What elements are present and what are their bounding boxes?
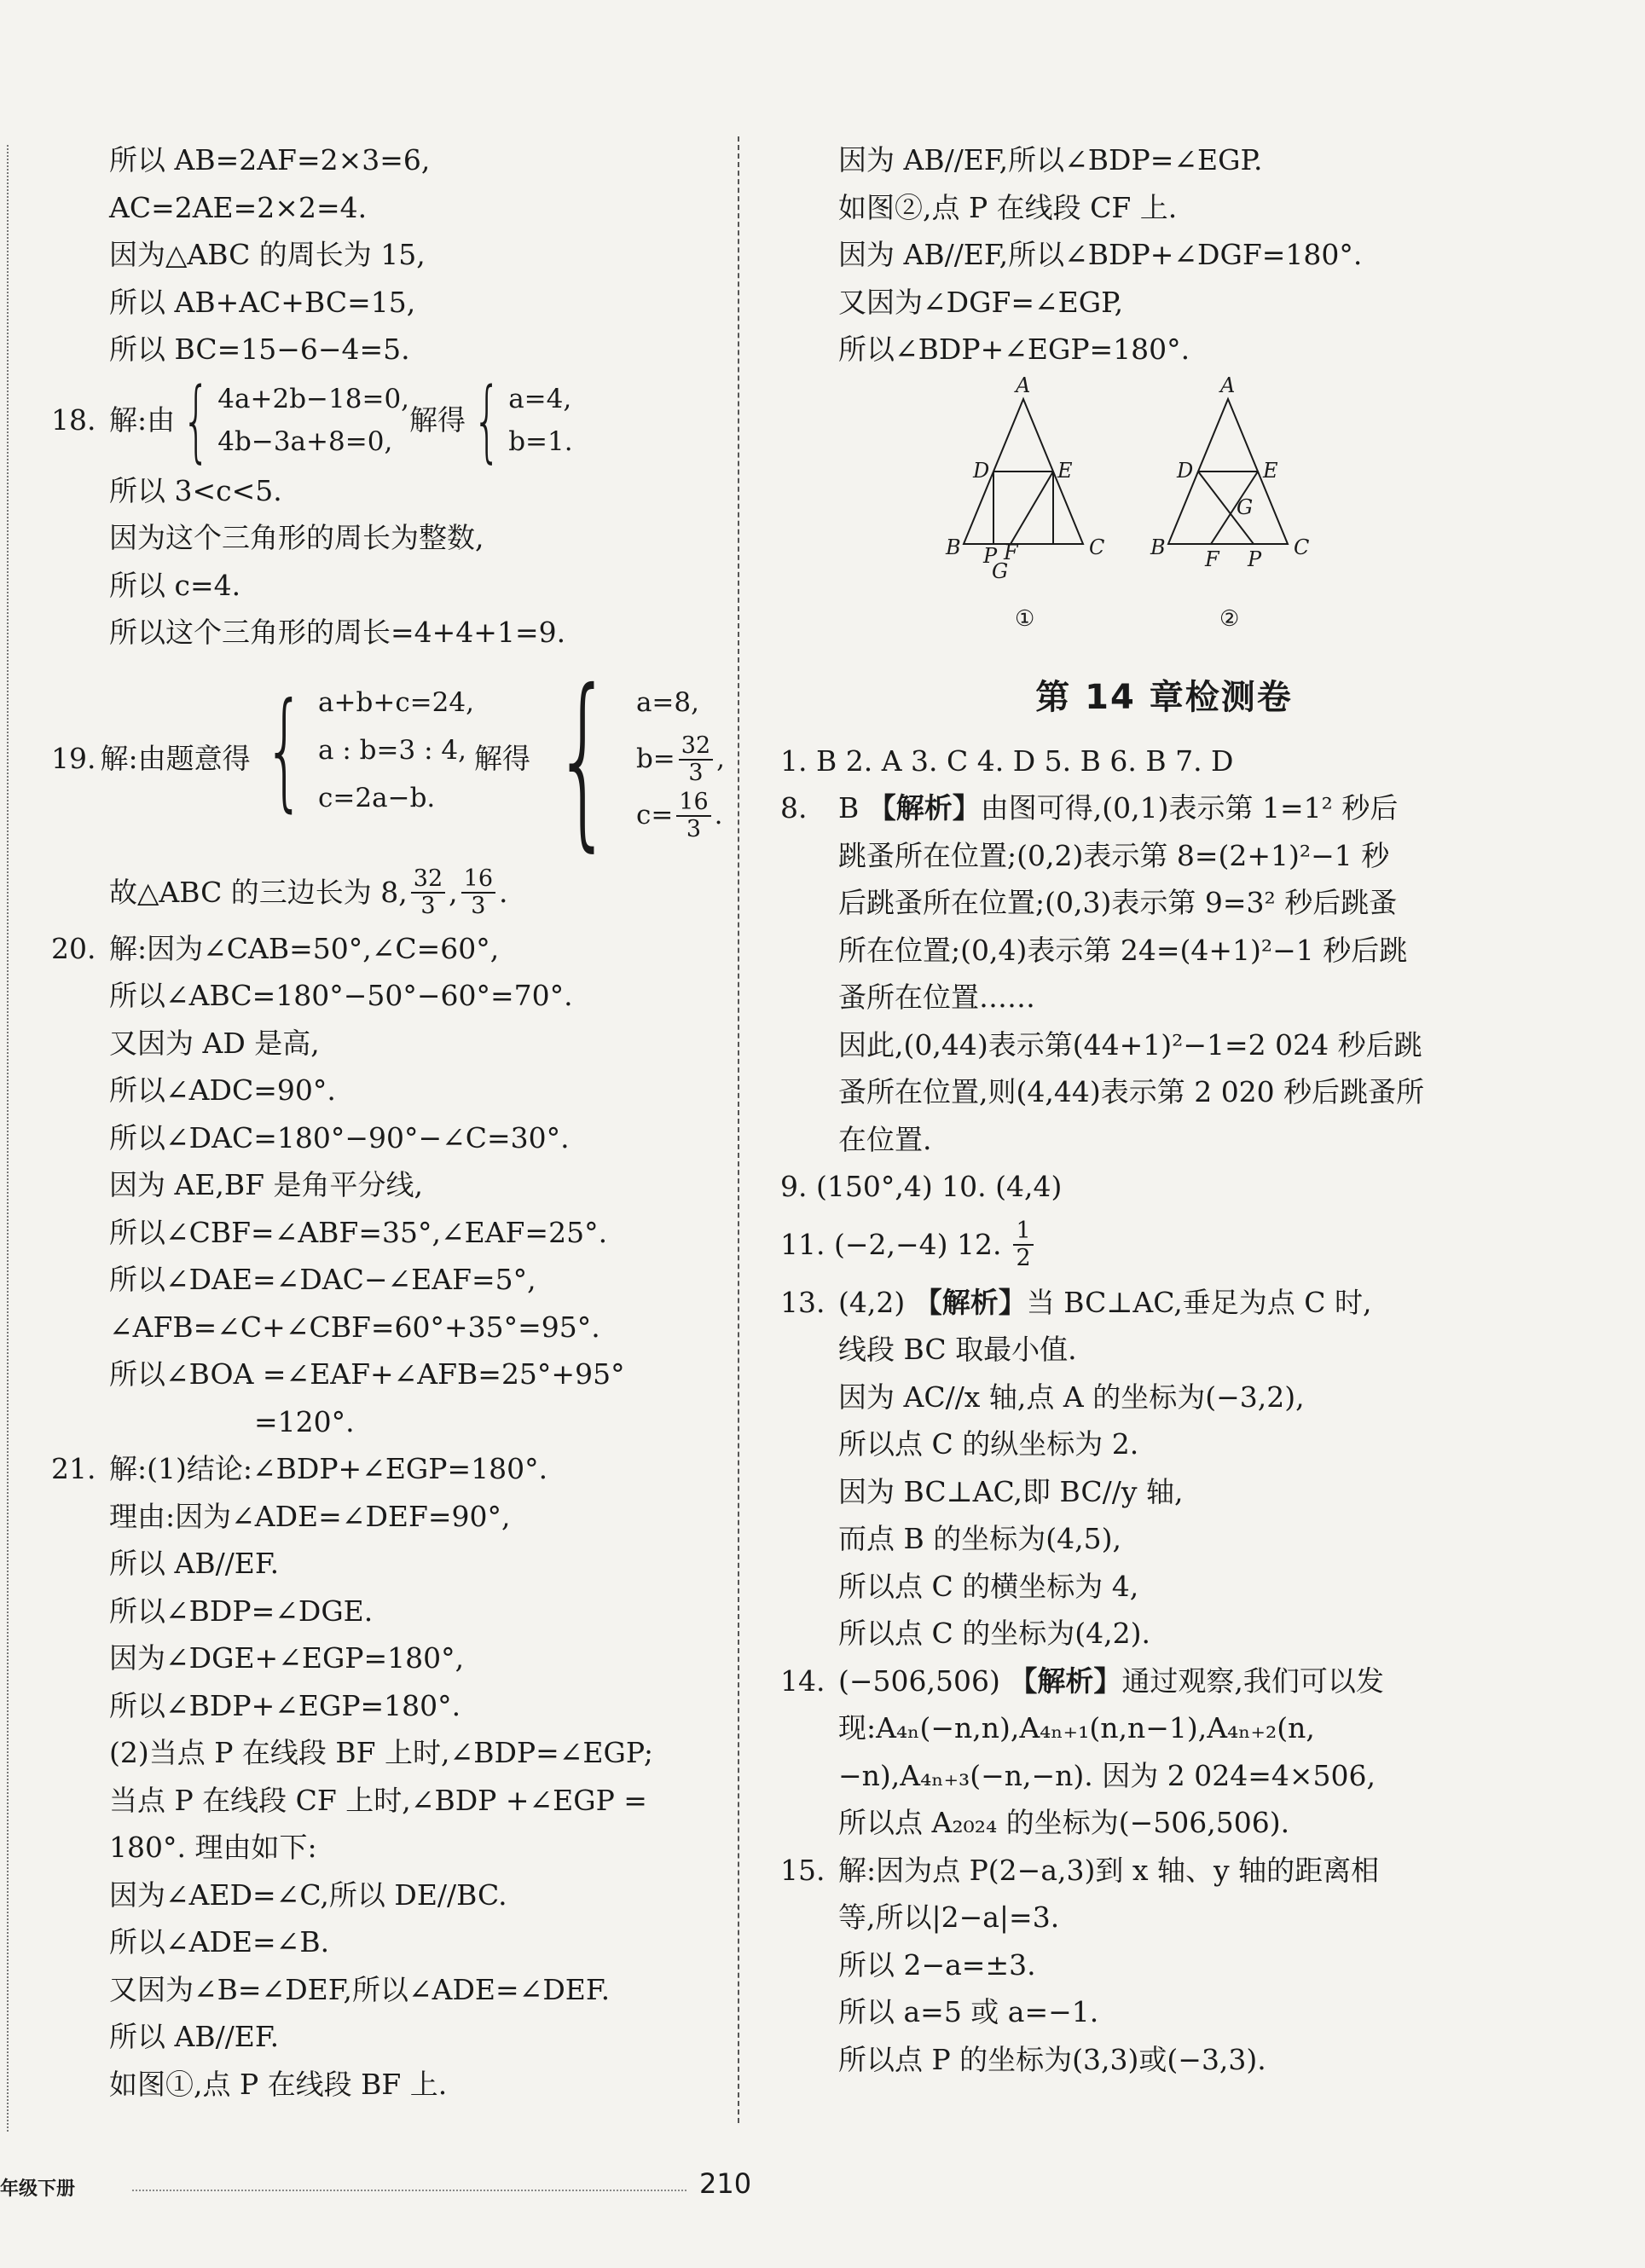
text-line: 又因为∠B=∠DEF,所以∠ADE=∠DEF. (109, 1972, 611, 2006)
text-line: 因为∠DGE+∠EGP=180°, (109, 1641, 465, 1675)
text-line: 如图②,点 P 在线段 CF 上. (838, 190, 1178, 224)
text-line: 因为 BC⊥AC,即 BC//y 轴, (838, 1474, 1184, 1508)
text-line: 如图①,点 P 在线段 BF 上. (109, 2067, 448, 2101)
figure-1-labels (945, 373, 1104, 632)
book-title: 年级下册 (0, 2178, 76, 2200)
label-p: P (983, 543, 998, 568)
text-line: 1. B 2. A 3. C 4. D 5. B 6. B 7. D (780, 743, 1234, 778)
text-line: 又因为 AD 是高, (109, 1026, 320, 1060)
text-line: 因为 AB//EF,所以∠BDP+∠DGF=180°. (838, 238, 1363, 271)
fraction (1013, 1218, 1033, 1271)
problem-text: 解得 (409, 402, 466, 437)
label-c: C (1294, 535, 1310, 559)
label-g: G (992, 558, 1009, 583)
text-line: 所以 AB//EF. (109, 2020, 280, 2053)
text-line: 等,所以|2−a|=3. (838, 1901, 1060, 1934)
denominator: 3 (688, 760, 704, 786)
fraction (676, 790, 710, 842)
numerator: 32 (411, 866, 445, 894)
brace-icon: { (264, 675, 305, 824)
text-line: AC=2AE=2×2=4. (109, 190, 368, 224)
conclusion-text: 故△ABC 的三边长为 8, (109, 876, 408, 910)
equation: b=1. (508, 425, 573, 457)
analysis-tag: 【解析】 (1009, 1663, 1122, 1698)
figure-number: ① (1015, 605, 1035, 632)
text-line: 所以点 C 的横坐标为 4, (838, 1569, 1139, 1603)
denominator: 3 (471, 893, 486, 919)
column-divider (738, 136, 739, 2123)
brace-icon: { (182, 367, 211, 472)
text-line: 线段 BC 取最小值. (838, 1333, 1077, 1366)
problem-number: 19. (51, 741, 96, 775)
numerator: 1 (1013, 1218, 1033, 1246)
text-line: 所以 AB+AC+BC=15, (109, 285, 416, 319)
text-line: 因为△ABC 的周长为 15, (109, 238, 426, 271)
text-line: 所以点 C 的坐标为(4,2). (838, 1617, 1150, 1650)
figure-number: ② (1219, 605, 1240, 632)
numerator: 16 (676, 790, 710, 817)
equation-system (251, 675, 474, 824)
text-line: 所以∠BDP=∠DGE. (109, 1594, 374, 1628)
solution-system (466, 367, 573, 472)
equation: c=2a−b. (318, 782, 436, 813)
text-line: 因为∠AED=∠C,所以 DE//BC. (109, 1877, 507, 1912)
text-line: 所以 BC=15−6−4=5. (109, 333, 410, 366)
label-b: B (1150, 535, 1166, 559)
text-line: 解:(1)结论:∠BDP+∠EGP=180°. (109, 1452, 548, 1485)
right-column (780, 136, 1548, 2083)
footer-dotted-rule (132, 2190, 686, 2191)
figure-2-labels (1150, 373, 1309, 632)
problem-number: 18. (51, 402, 96, 437)
text-line: 180°. 理由如下: (109, 1831, 317, 1864)
equation: a : b=3 : 4, (318, 734, 466, 766)
equation: b= $\frac{32}{3}$ , (635, 732, 725, 786)
text-line: 所以 c=4. (109, 568, 241, 602)
solution-system (530, 649, 725, 868)
left-column (51, 136, 725, 2108)
text-line: 所以 a=5 或 a=−1. (838, 1995, 1099, 2028)
brace-icon: { (472, 367, 501, 472)
text-line: ∠AFB=∠C+∠CBF=60°+35°=95°. (109, 1310, 600, 1344)
text-line: 所以∠DAC=180°−90°−∠C=30°. (109, 1120, 570, 1154)
page-footer (0, 2166, 1645, 2217)
text-line: 所以∠BOA =∠EAF+∠AFB=25°+95° (109, 1357, 625, 1391)
chapter-heading: 第 14 章检测卷 (1035, 677, 1293, 717)
text-line: 因为 AB//EF,所以∠BDP=∠EGP. (838, 143, 1263, 176)
text-line (780, 1211, 1548, 1279)
text-line: 现:A₄ₙ(−n,n),A₄ₙ₊₁(n,n−1),A₄ₙ₊₂(n, (838, 1711, 1315, 1744)
problem-number: 15. (780, 1853, 825, 1887)
equation: a+b+c=24, (318, 686, 474, 718)
numerator: 16 (461, 866, 495, 894)
equation: c= $\frac{16}{3}$ . (635, 789, 723, 842)
label-d: D (1177, 458, 1194, 483)
text-line: 所以∠ADE=∠B. (109, 1925, 330, 1958)
text-line: 跳蚤所在位置;(0,2)表示第 8=(2+1)²−1 秒 (838, 838, 1390, 872)
text-line: 解:因为点 P(2−a,3)到 x 轴、y 轴的距离相 (838, 1853, 1380, 1887)
denominator: 2 (1016, 1244, 1031, 1271)
text-line: 蚤所在位置…… (838, 981, 1035, 1014)
equation: 4b−3a+8=0, (217, 425, 393, 457)
equation-lhs: b= (635, 743, 675, 774)
text-line: 所以点 P 的坐标为(3,3)或(−3,3). (838, 2042, 1266, 2076)
text-line: 所以∠ADC=90°. (109, 1073, 336, 1107)
denominator: 3 (420, 893, 436, 919)
denominator: 3 (686, 816, 702, 842)
text-line: 所以∠BDP+∠EGP=180°. (838, 333, 1190, 366)
answer: B (838, 791, 860, 824)
left-margin-guide (7, 145, 20, 2132)
fraction (461, 866, 495, 919)
text-line: 后跳蚤所在位置;(0,3)表示第 9=3² 秒后跳蚤 (838, 886, 1398, 919)
text-line: 蚤所在位置,则(4,44)表示第 2 020 秒后跳蚤所 (838, 1075, 1425, 1108)
problem-text: 解:由 (109, 402, 176, 437)
text-line: 所以这个三角形的周长=4+4+1=9. (109, 616, 566, 649)
label-a: A (1220, 373, 1236, 397)
label-b: B (946, 535, 961, 559)
problem-number: 21. (51, 1452, 96, 1485)
brace-icon: { (553, 649, 613, 868)
problem-number: 8. (780, 791, 808, 824)
label-g: G (1237, 495, 1254, 519)
text-line: 所以 2−a=±3. (838, 1947, 1036, 1982)
fraction (679, 733, 713, 786)
problem-text: 解:由题意得 (100, 741, 251, 775)
text-line: 因此,(0,44)表示第(44+1)²−1=2 024 秒后跳 (838, 1027, 1422, 1062)
text-line: 所以∠ABC=180°−50°−60°=70°. (109, 979, 573, 1012)
problem-text: 解得 (473, 741, 530, 775)
answer: (−506,506) (838, 1663, 1000, 1698)
problem-18-system (51, 367, 725, 472)
answer: (4,2) (838, 1285, 906, 1319)
text-line: 解:因为∠CAB=50°,∠C=60°, (109, 931, 500, 965)
numerator: 32 (679, 733, 713, 761)
equation: a=4, (508, 383, 572, 414)
text-line: 由图可得,(0,1)表示第 1=1² 秒后 (980, 791, 1399, 824)
text-line: 当 BC⊥AC,垂足为点 C 时, (1026, 1285, 1372, 1319)
text-line: 在位置. (838, 1122, 932, 1156)
problem-number: 14. (780, 1663, 825, 1698)
text-line: 所以∠BDP+∠EGP=180°. (109, 1688, 461, 1722)
answers: 11. (−2,−4) 12. (780, 1227, 1002, 1261)
text-line: 所以∠CBF=∠ABF=35°,∠EAF=25°. (109, 1215, 608, 1249)
label-c: C (1089, 535, 1105, 559)
triangle-diagrams (780, 373, 1548, 655)
text-line: (2)当点 P 在线段 BF 上时,∠BDP=∠EGP; (109, 1736, 654, 1769)
text-line: 而点 B 的坐标为(4,5), (838, 1522, 1121, 1555)
equation-lhs: c= (635, 799, 674, 830)
page-number: 210 (699, 2167, 752, 2200)
text-line: 所以点 C 的纵坐标为 2. (838, 1427, 1139, 1461)
problem-number: 13. (780, 1285, 825, 1319)
label-e: E (1057, 458, 1073, 483)
segment-ef (1011, 472, 1053, 544)
problem-number: 20. (51, 931, 96, 965)
fraction (411, 866, 445, 919)
label-p: P (1248, 547, 1262, 571)
text-line: 当点 P 在线段 CF 上时,∠BDP +∠EGP = (109, 1783, 647, 1817)
text-line: 所以 3<c<5. (109, 473, 282, 507)
equation: 4a+2b−18=0, (217, 383, 410, 414)
text-line: =120°. (254, 1404, 355, 1438)
text-line: 故△ABC 的三边长为 8, $\frac{32}{3}$ , $\frac{16}{3}$ . (109, 865, 508, 919)
analysis-tag: 【解析】 (867, 791, 981, 824)
text-line: 所以 AB=2AF=2×3=6, (109, 143, 431, 176)
text-line: 因为 AE,BF 是角平分线, (109, 1168, 424, 1201)
label-f: F (1004, 540, 1018, 564)
text-line: 因为这个三角形的周长为整数, (109, 521, 484, 554)
label-e: E (1263, 458, 1278, 483)
text-line: 所以 AB//EF. (109, 1547, 280, 1580)
analysis-tag: 【解析】 (913, 1285, 1027, 1319)
label-a: A (1016, 373, 1031, 397)
geometry-figures (780, 373, 1548, 655)
text-line: 所以∠DAE=∠DAC−∠EAF=5°, (109, 1263, 536, 1296)
text-line: −n),A₄ₙ₊₃(−n,−n). 因为 2 024=4×506, (838, 1758, 1376, 1792)
text-line: 所以点 A₂₀₂₄ 的坐标为(−506,506). (838, 1806, 1290, 1839)
text-line: 理由:因为∠ADE=∠DEF=90°, (109, 1499, 511, 1533)
equation: a=8, (635, 686, 699, 718)
problem-19-system (51, 649, 725, 868)
text-line: 通过观察,我们可以发 (1121, 1663, 1384, 1698)
equation-system (175, 367, 410, 472)
text-line: 因为 AC//x 轴,点 A 的坐标为(−3,2), (838, 1380, 1305, 1414)
text-line: 所在位置;(0,4)表示第 24=(4+1)²−1 秒后跳 (838, 933, 1408, 967)
label-d: D (973, 458, 990, 483)
label-f: F (1205, 547, 1219, 571)
text-line: 9. (150°,4) 10. (4,4) (780, 1170, 1063, 1203)
text-line: 又因为∠DGF=∠EGP, (838, 285, 1124, 319)
